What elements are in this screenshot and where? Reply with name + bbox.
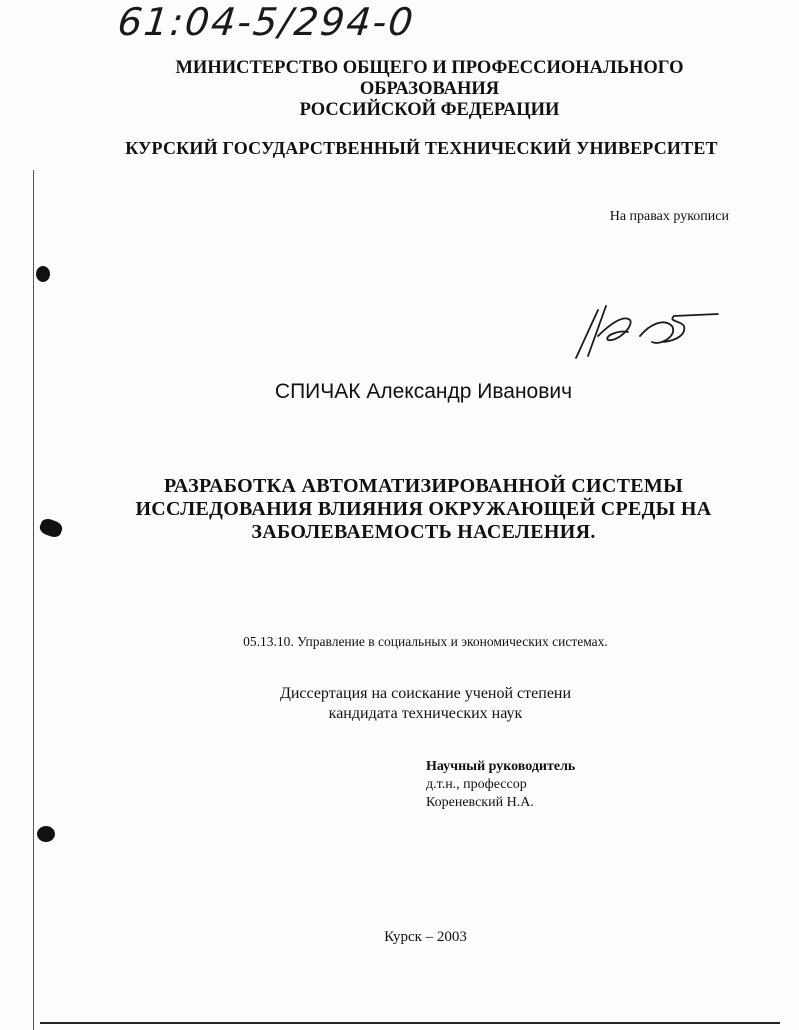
degree-statement (26, 684, 799, 724)
author-name: СПИЧАК Александр Иванович (274, 380, 573, 403)
degree-line: Диссертация на соискание ученой степени (279, 685, 572, 702)
ministry-line: РОССИЙСКОЙ ФЕДЕРАЦИИ (299, 100, 560, 120)
degree-line: кандидата технических наук (328, 705, 523, 722)
title-line: ЗАБОЛЕВАЕМОСТЬ НАСЕЛЕНИЯ. (251, 521, 596, 543)
handwritten-catalog-number: 61:04-5/294-0 (115, 0, 417, 44)
ministry-line: ОБРАЗОВАНИЯ (359, 79, 500, 99)
university-name: КУРСКИЙ ГОСУДАРСТВЕННЫЙ ТЕХНИЧЕСКИЙ УНИВЕРСИТЕТ (125, 138, 718, 158)
city-year: Курск – 2003 (384, 929, 467, 945)
title-line: РАЗРАБОТКА АВТОМАТИЗИРОВАННОЙ СИСТЕМЫ (163, 475, 684, 497)
supervisor-rank: д.т.н., профессор (426, 777, 527, 792)
supervisor-block (426, 758, 575, 812)
binding-hole-mark (37, 826, 55, 842)
author-signature (568, 296, 728, 366)
ministry-line: МИНИСТЕРСТВО ОБЩЕГО И ПРОФЕССИОНАЛЬНОГО (175, 58, 684, 78)
specialty-code: 05.13.10. Управление в социальных и экономических системах. (243, 634, 608, 649)
title-line: ИССЛЕДОВАНИЯ ВЛИЯНИЯ ОКРУЖАЮЩЕЙ СРЕДЫ НА (135, 498, 712, 520)
ministry-heading (30, 58, 799, 121)
supervisor-label: Научный руководитель (426, 759, 576, 774)
binding-hole-mark (36, 266, 50, 282)
manuscript-rights-note: На правах рукописи (609, 209, 729, 224)
binding-edge-line (33, 170, 34, 1030)
supervisor-name: Кореневский Н.А. (426, 795, 534, 810)
bottom-edge-line (40, 1022, 780, 1024)
dissertation-title (24, 475, 799, 544)
